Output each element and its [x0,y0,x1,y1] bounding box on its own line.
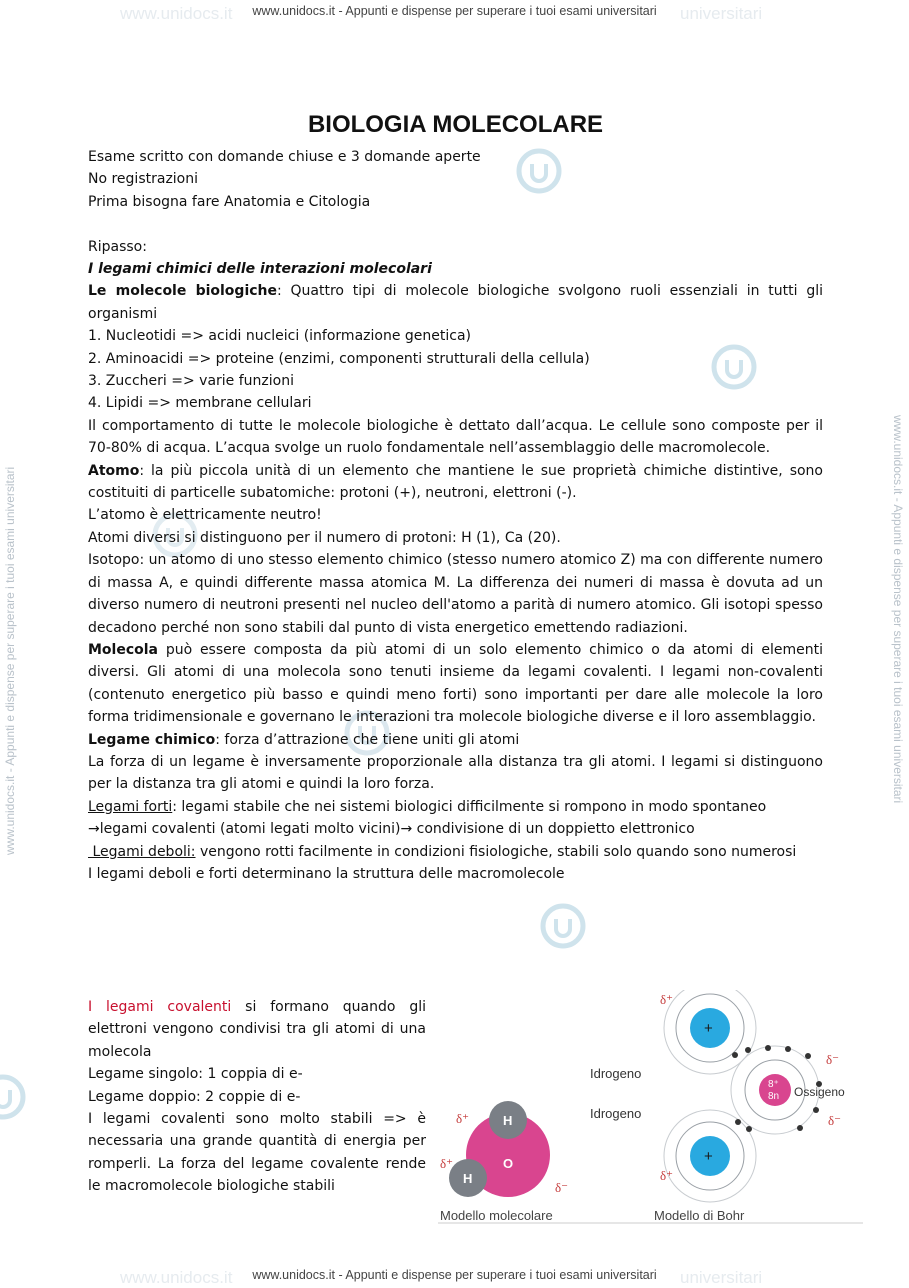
list-item: 4. Lipidi => membrane cellulari [88,395,312,412]
term-label: Legami forti [88,798,173,815]
ripasso-label: Ripasso: [88,238,147,255]
idrogeno-label: Idrogeno [590,1066,642,1081]
watermark-text: www.unidocs.it [120,1268,233,1287]
delta-minus-label: δ⁻ [555,1180,568,1195]
paragraph-acqua: Il comportamento di tutte le molecole biologiche è dettato dall’acqua. Le cellule sono composte per il 70-80% di acqua. L’acqua svolge un ruolo fondamentale nell’assemblaggio delle macromolecole. [88,417,823,457]
list-item: 1. Nucleotidi => acidi nucleici (informazione genetica) [88,328,471,345]
watermark-text: universitari [680,1268,763,1287]
delta-minus-label: δ⁻ [828,1113,841,1128]
side-banner-right: www.unidocs.it - Appunti e dispense per superare i tuoi esami universitari [891,415,905,804]
paragraph-forti [88,796,823,818]
list-item: 3. Zuccheri => varie funzioni [88,373,294,390]
paragraph-atomo [88,460,823,505]
intro-line: Esame scritto con domande chiuse e 3 domande aperte [88,149,481,165]
term-text: vengono rotti facilmente in condizioni fisiologiche, stabili solo quando sono numerosi [195,843,797,860]
paragraph-legame [88,729,823,751]
nucleus-neutrons-label: 8n [768,1091,780,1102]
h-label: H [463,1171,473,1186]
side-banner-left: www.unidocs.it - Appunti e dispense per superare i tuoi esami universitari [3,466,17,855]
paragraph-doppio: Legame doppio: 2 coppie di e- [88,1088,301,1105]
footer-banner: www.unidocs.it - Appunti e dispense per superare i tuoi esami universitari [252,1268,657,1282]
delta-plus-label: δ⁺ [456,1111,469,1126]
water-molecule-figure [438,990,863,1225]
delta-plus-label: δ⁺ [660,992,673,1007]
plus-label: + [704,1020,713,1037]
term-text: : forza d’attrazione che tiene uniti gli atomi [215,731,520,748]
paragraph-singolo: Legame singolo: 1 coppia di e- [88,1066,303,1083]
term-text: : Quattro tipi di molecole biologiche svolgono ruoli essenziali in tutti gli organismi [88,283,823,322]
section-heading: I legami chimici delle interazioni molecolari [88,261,432,278]
term-label: Molecola [88,641,159,658]
page-title: BIOLOGIA MOLECOLARE [307,111,604,138]
term-text: può essere composta da più atomi di un solo elemento chimico o da atomi di elementi diversi. Gli atomi di una molecola sono tenuti insieme da legami covalenti. I legami non-covalenti (contenuto energetico più basso e quindi meno forti) sono importanti per dare alle molecole la loro forma tridimensionale e governano le interazioni tra molecole biologiche diverse e il loro assemblaggio. [88,641,823,726]
term-label: Atomo [88,462,140,479]
paragraph-molecole [88,280,823,325]
paragraph-covalenti-arrow: →legami covalenti (atomi legati molto vicini)→ condivisione di un doppietto elettronico [88,821,695,838]
paragraph-neutro: L’atomo è elettricamente neutro! [88,507,322,524]
plus-label: + [704,1148,713,1165]
document-body [88,146,823,885]
h-label: H [503,1113,513,1128]
header-banner: www.unidocs.it - Appunti e dispense per superare i tuoi esami universitari [252,4,657,18]
nucleus-protons-label: 8⁺ [768,1079,779,1090]
caption-bohr: Modello di Bohr [654,1208,745,1223]
paragraph-protoni: Atomi diversi si distinguono per il numero di protoni: H (1), Ca (20). [88,529,561,546]
delta-minus-label: δ⁻ [826,1052,839,1067]
covalent-column [88,996,426,1198]
term-label: I legami covalenti [88,999,232,1015]
ossigeno-label: Ossigeno [794,1085,845,1099]
term-text: : la più piccola unità di un elemento che mantiene le sue proprietà chimiche distintive, sono costituiti di particelle subatomiche: protoni (+), neutroni, elettroni (-). [88,462,823,502]
watermark-text: www.unidocs.it [120,4,233,23]
intro-line: Prima bisogna fare Anatomia e Citologia [88,193,371,210]
paragraph-stabili: I legami covalenti sono molto stabili => è necessaria una grande quantità di energia per romperli. La forza del legame covalente rende le macromolecole biologiche stabili [88,1111,426,1195]
watermark-logo-icon [540,903,586,949]
delta-plus-label: δ⁺ [660,1168,673,1183]
term-label: Legami deboli: [88,843,196,860]
list-item: 2. Aminoacidi => proteine (enzimi, componenti strutturali della cellula) [88,350,590,367]
term-text: si formano quando gli elettroni vengono condivisi tra gli atomi di una molecola [88,999,426,1060]
term-text: : legami stabile che nei sistemi biologici difficilmente si rompono in modo spontaneo [172,798,767,815]
o-label: O [503,1156,514,1171]
watermark-logo-icon [0,1074,26,1120]
idrogeno-label: Idrogeno [590,1106,642,1121]
paragraph-covalenti [88,996,426,1063]
delta-plus-label: δ⁺ [440,1156,453,1171]
paragraph-isotopo: Isotopo: un atomo di uno stesso elemento chimico (stesso numero atomico Z) ma con differente numero di massa A, e quindi differente massa atomica M. La differenza dei numeri di massa è dovuta ad un diverso numero di neutroni presenti nel nucleo dell'atomo a parità di numero atomico. Gli isotopi spesso decadono perché non sono stabili dal punto di vista energetico emettendo radiazioni. [88,552,823,636]
term-label: Legame chimico [88,731,216,748]
watermark-text: universitari [680,4,763,23]
intro-line: No registrazioni [88,171,199,188]
paragraph-deboli [88,841,823,863]
term-label: Le molecole biologiche [88,283,278,300]
paragraph-forza: La forza di un legame è inversamente proporzionale alla distanza tra gli atomi. I legami si distinguono per la distanza tra gli atomi e quindi la loro forza. [88,753,823,793]
paragraph-molecola [88,639,823,729]
caption-molecular: Modello molecolare [440,1208,553,1223]
paragraph-struttura: I legami deboli e forti determinano la struttura delle macromolecole [88,865,565,882]
